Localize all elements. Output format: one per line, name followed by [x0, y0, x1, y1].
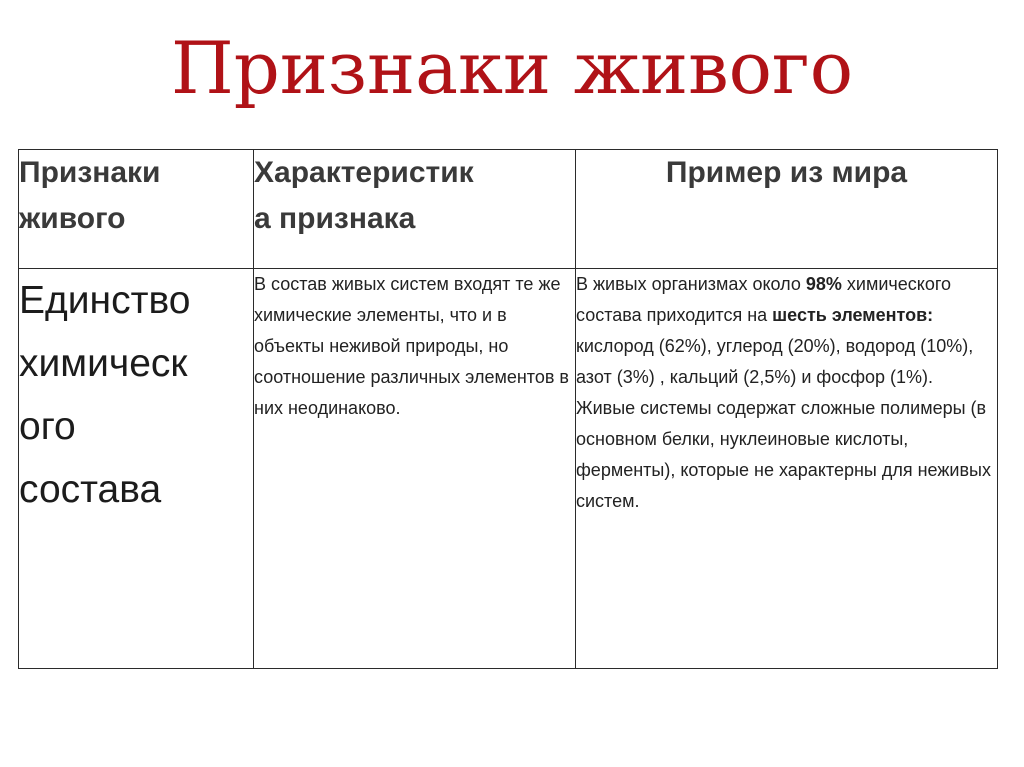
- header-characteristic-line2: а признака: [254, 202, 416, 235]
- feature-line-4: состава: [19, 468, 162, 511]
- example-bold-percent: 98%: [805, 274, 842, 294]
- features-table: [18, 149, 998, 669]
- example-bold-elements: шесть элементов:: [772, 305, 934, 325]
- header-characteristic-line1: Характеристик: [254, 156, 474, 189]
- table-header-row: [19, 150, 998, 269]
- header-features: [19, 150, 254, 269]
- header-characteristic: [254, 150, 576, 269]
- feature-line-2: химическ: [19, 342, 188, 385]
- slide-title: Признаки живого: [170, 26, 854, 110]
- example-text-1: В живых организмах около: [576, 274, 806, 294]
- example-cell: [576, 269, 998, 669]
- feature-line-3: ого: [19, 405, 76, 448]
- characteristic-cell: В состав живых систем входят те же химические элементы, что и в объекты неживой природы, но соотношение различных элементов в них неодинаково.: [254, 269, 576, 669]
- header-features-line1: Признаки: [19, 156, 161, 189]
- header-example: Пример из мира: [576, 150, 998, 269]
- feature-cell: [19, 269, 254, 669]
- example-text-2: химического состава приходится на: [576, 274, 952, 325]
- table-row: [19, 269, 998, 669]
- feature-line-1: Единство: [19, 279, 191, 322]
- header-features-line2: живого: [19, 202, 126, 235]
- example-text-3: кислород (62%), углерод (20%), водород (10%), азот (3%) , кальций (2,5%) и фосфор (1%). Живые системы содержат сложные полимеры (в основном белки, нуклеиновые кислоты, ферменты), которые не характерны для неживых систем.: [576, 336, 991, 511]
